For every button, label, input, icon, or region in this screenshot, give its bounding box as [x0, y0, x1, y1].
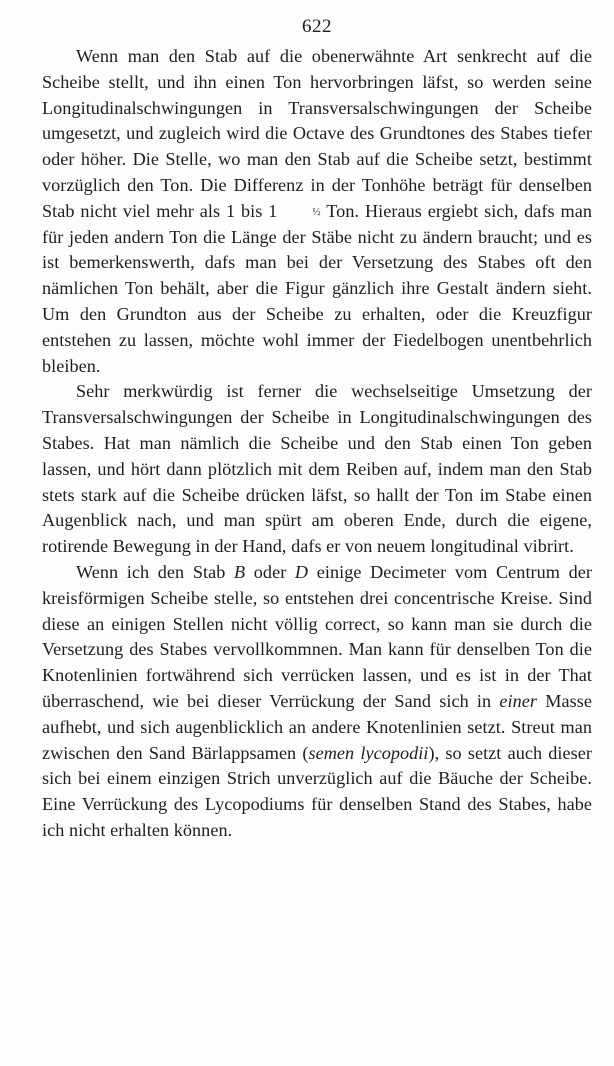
fraction-half: ½ — [312, 206, 321, 219]
italic-einer: einer — [499, 690, 538, 711]
italic-latin-term: semen lycopodii — [308, 742, 429, 763]
paragraph-1-text-continued: Ton. Hieraus ergiebt sich, dafs man für jeden andern Ton die Länge der Stäbe nicht zu ändern braucht; und es ist bemerkenswerth, dafs man bei der Versetzung des Stabes oft den nämlichen Ton behält, aber die Figur gänzlich ihre Gestalt ändern sieht. Um den Grundton aus der Scheibe zu erhalten, oder die Kreuzfigur entstehen zu lassen, möchte wohl immer der Fiedelbogen unentbehrlich bleiben. — [42, 200, 592, 376]
paragraph-3-text: oder — [245, 561, 295, 582]
italic-d: D — [294, 561, 309, 582]
paragraph-2: Sehr merkwürdig ist ferner die wechselseitige Umsetzung der Transversalschwingungen der Scheibe in Longitudinalschwingungen des Stabes. Hat man nämlich die Scheibe und den Stab einen Ton geben lassen, und hört dann plötzlich mit dem Reiben auf, indem man den Stab stets stark auf die Scheibe drücken läfst, so hallt der Ton im Stabe einen Augenblick nach, und man spürt am oberen Ende, durch die eigene, rotirende Bewegung in der Hand, dafs er von neuem longitudinal vibrirt. — [42, 381, 592, 557]
paragraph-3 — [42, 560, 592, 844]
paragraph-3-text: Wenn ich den Stab — [76, 561, 234, 582]
paragraph-1-text: Wenn man den Stab auf die obenerwähnte Art senkrecht auf die Scheibe stellt, und ihn einen Ton hervorbringen läfst, so werden seine Longitudinalschwingungen in Transversalschwingungen der Scheibe umgesetzt, und zugleich wird die Octave des Grundtones des Stabes tiefer oder höher. Die Stelle, wo man den Stab auf die Scheibe setzt, bestimmt vorzüglich den Ton. Die Differenz in der Tonhöhe beträgt für denselben Stab nicht viel mehr als 1 bis 1 — [42, 46, 592, 221]
paragraph-3-text: Masse aufhebt, und sich augenblicklich an andere Knotenlinien setzt. Streut man zwischen den Sand Bärlappsamen ( — [42, 690, 592, 763]
paragraph-3-text: einige Decimeter vom Centrum der kreisförmigen Scheibe stelle, so entstehen drei concentrische Kreise. Sind diese an einigen Stellen nicht völlig correct, so kann man sie durch die Versetzung des Stabes vervollkommnen. Man kann für denselben Ton die Knotenlinien fortwährend sich verrücken lassen, und es ist in der That überraschend, wie bei dieser Verrückung der Sand sich in — [42, 561, 592, 711]
paragraph-3-text: ), so setzt auch dieser sich bei einem einzigen Strich unverzüglich auf die Bäuche der Scheibe. Eine Verrückung des Lycopodiums für denselben Stand des Stabes, habe ich nicht erhalten können. — [42, 742, 592, 840]
page-number: 622 — [302, 16, 332, 37]
paragraph-1 — [42, 44, 592, 379]
italic-b: B — [233, 561, 246, 582]
